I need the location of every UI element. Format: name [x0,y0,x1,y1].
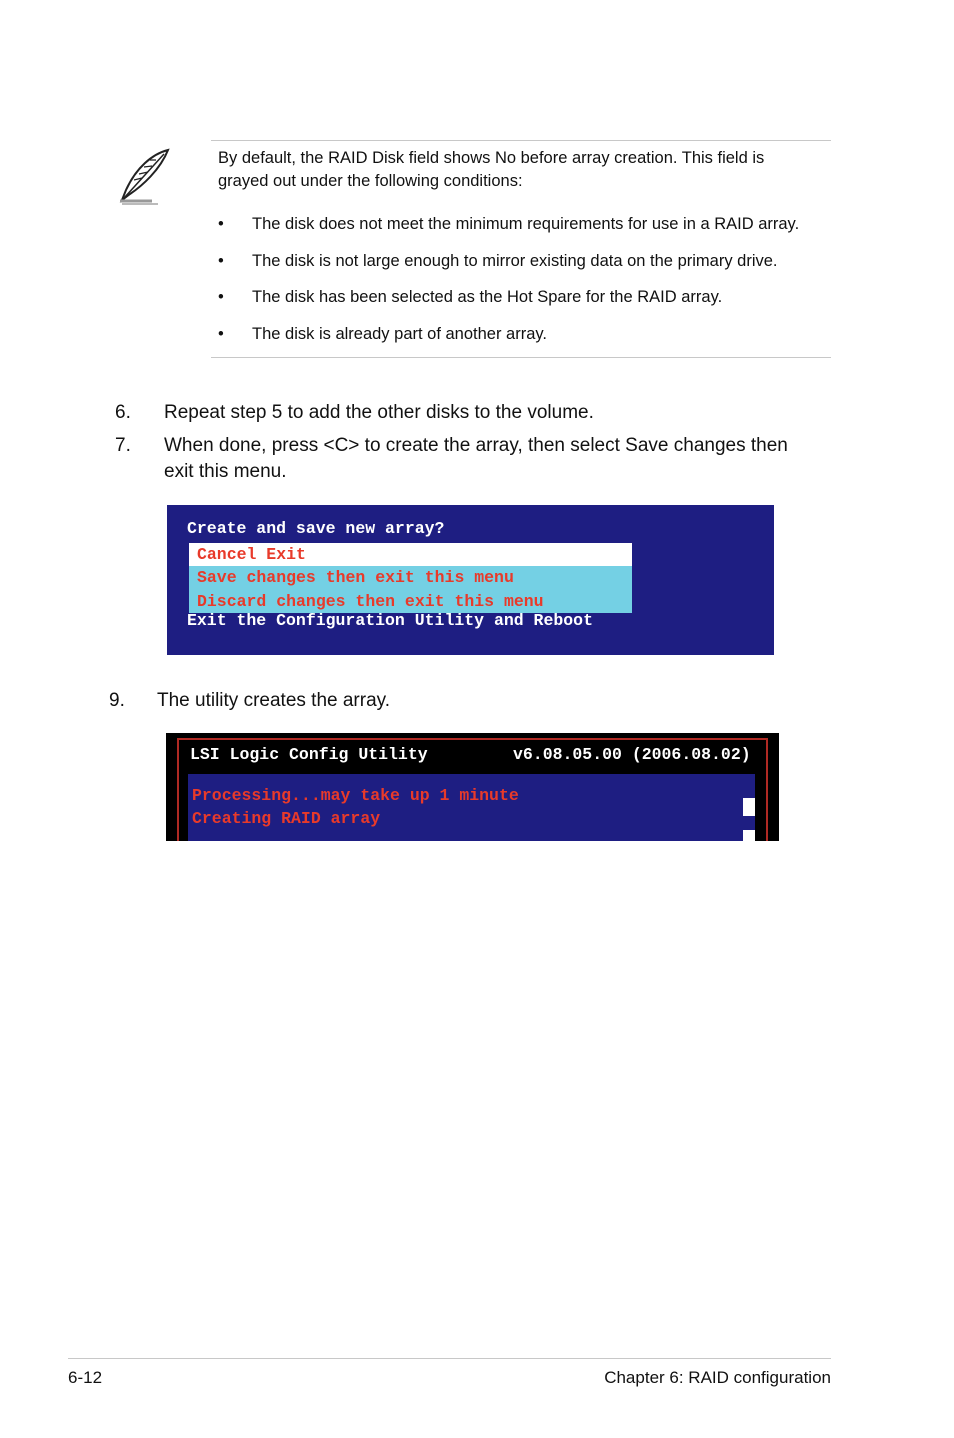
bullet-text: The disk is not large enough to mirror existing data on the primary drive. [252,251,778,270]
chapter-title: Chapter 6: RAID configuration [604,1368,831,1387]
bullet-icon: • [218,215,224,233]
list-item [218,322,838,359]
menu-item-exit-reboot[interactable]: Exit the Configuration Utility and Reboot [187,611,593,630]
step-text: Repeat step 5 to add the other disks to the volume. [164,402,594,423]
list-item [218,212,838,249]
dialog-menu [189,543,632,613]
footer-rule [68,1358,831,1359]
step-6 [115,400,835,426]
bullet-icon: • [218,324,224,343]
menu-item-discard-changes[interactable]: Discard changes then exit this menu [189,590,632,613]
utility-version: v6.08.05.00 (2006.08.02) [513,745,751,764]
bullet-text: The disk is already part of another array. [252,324,548,343]
scrollbar-thumb[interactable] [743,830,755,841]
status-line-creating: Creating RAID array [192,809,381,828]
lsi-config-utility-screen [166,733,779,841]
bullet-text: The disk has been selected as the Hot Spare for the RAID array. [252,288,723,307]
note-intro: By default, the RAID Disk field shows No before array creation. This field is grayed out under the following conditions: [218,149,765,190]
page-number: 6-12 [68,1368,103,1387]
step-number: 9. [109,690,125,711]
step-text-line-1: When done, press <C> to create the array, then select Save changes then [164,435,788,456]
step-9 [109,688,829,714]
list-item [218,249,838,286]
step-7 [115,433,835,485]
step-text: The utility creates the array. [157,690,391,711]
bullet-text: The disk does not meet the minimum requirements for use in a RAID array. [252,215,800,233]
step-number: 6. [115,402,131,423]
step-number: 7. [115,435,131,456]
note-bottom-rule [211,357,831,358]
step-text-line-2: exit this menu. [164,461,287,482]
feather-pen-icon [112,146,174,208]
scrollbar-thumb[interactable] [743,798,755,816]
list-item [218,285,838,322]
bullet-icon: • [218,288,224,307]
utility-title: LSI Logic Config Utility [190,745,428,764]
status-line-processing: Processing...may take up 1 minute [192,786,519,805]
save-array-dialog [167,505,774,655]
note-bullet-list [218,212,838,358]
menu-item-save-changes[interactable]: Save changes then exit this menu [189,566,632,589]
menu-item-cancel-exit[interactable]: Cancel Exit [189,543,632,566]
status-panel [188,774,755,841]
bullet-icon: • [218,251,224,270]
dialog-title: Create and save new array? [187,519,445,538]
note-top-rule [211,140,831,141]
